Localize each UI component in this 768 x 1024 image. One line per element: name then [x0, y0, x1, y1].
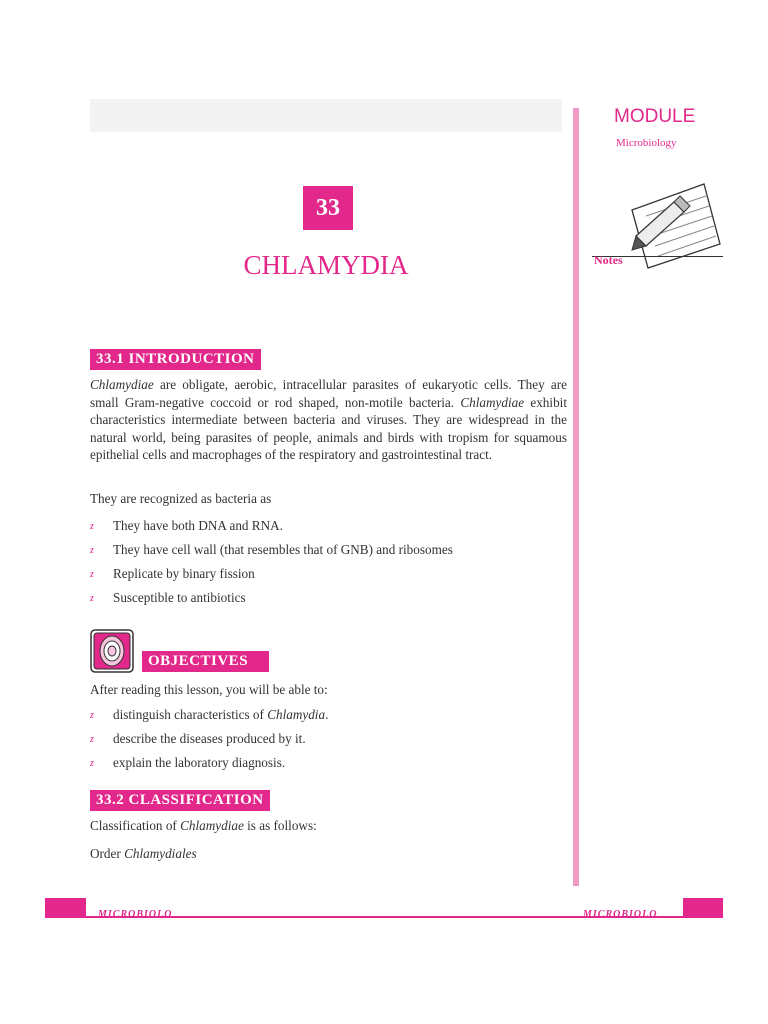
footer-block-left [45, 898, 86, 918]
list-item [90, 542, 453, 566]
classification-term: Chlamydiae [180, 818, 244, 833]
intro-text-4: They are widespread in the natural world, being parasites of people, animals and birds with tropism for squamous epithelial cells and macrophages of the respiratory and gastrointestinal tract. [90, 412, 567, 463]
intro-text-1: are obligate, aerobic, intracellular parasites of eukaryotic cells. [153, 377, 512, 392]
objectives-bullet-list [90, 707, 328, 779]
list-item-text: They have both DNA and RNA. [113, 518, 283, 533]
bullet-icon: z [90, 710, 94, 721]
intro-text-2: They are small Gram-negative coccoid or rod shaped, non-motile bacteria. [90, 377, 567, 410]
order-label: Order [90, 846, 125, 861]
classification-text [90, 818, 317, 834]
list-item-text: Replicate by binary fission [113, 566, 255, 581]
list-item-text: They have cell wall (that resembles that of GNB) and ribosomes [113, 542, 453, 557]
list-item-text: Susceptible to antibiotics [113, 590, 246, 605]
target-icon [90, 629, 134, 673]
bullet-icon: z [90, 545, 94, 556]
list-item-text: distinguish characteristics of [113, 707, 268, 722]
chapter-number: 33 [303, 186, 353, 230]
footer-text-right: MICROBIOLO [583, 910, 658, 916]
intro-term-2: Chlamydiae [460, 394, 525, 410]
intro-paragraph [90, 376, 567, 464]
list-item-punct: . [325, 707, 329, 722]
bullet-icon: z [90, 521, 94, 532]
list-item [90, 707, 328, 731]
header-band [90, 99, 562, 132]
list-item-text: explain the laboratory diagnosis. [113, 755, 286, 770]
list-item [90, 755, 328, 779]
list-item [90, 590, 453, 614]
list-item-text: describe the diseases produced by it. [113, 731, 306, 746]
bullet-icon: z [90, 569, 94, 580]
section-heading-introduction: 33.1 INTRODUCTION [90, 349, 261, 370]
section-heading-classification: 33.2 CLASSIFICATION [90, 790, 270, 811]
list-item [90, 566, 453, 590]
list-item [90, 731, 328, 755]
order-value: Chlamydiales [124, 846, 197, 861]
chapter-title: CHLAMYDIA [243, 250, 409, 280]
intro-bullet-list [90, 518, 453, 614]
bullet-icon: z [90, 758, 94, 769]
classification-text-pre: Classification of [90, 818, 181, 833]
bullet-icon: z [90, 734, 94, 745]
classification-text-post: is as follows: [243, 818, 317, 833]
footer-text-left: MICROBIOLO [98, 910, 173, 916]
list-item [90, 518, 453, 542]
bullet-icon: z [90, 593, 94, 604]
margin-divider [573, 108, 579, 886]
objectives-lead: After reading this lesson, you will be able to: [90, 682, 328, 697]
list-item-term: Chlamydia [267, 707, 326, 722]
module-subtitle: Microbiology [616, 137, 677, 149]
intro-text-3: exhibit characteristics intermediate between bacteria and viruses. [90, 394, 567, 428]
footer-rule [45, 916, 723, 918]
intro-lead: They are recognized as bacteria as [90, 491, 272, 506]
notes-label: Notes [594, 253, 623, 267]
footer-block-right [683, 898, 723, 918]
intro-term: Chlamydiae [90, 377, 154, 392]
section-heading-objectives: OBJECTIVES [142, 651, 269, 672]
classification-order [90, 846, 197, 862]
module-title: MODULE [614, 106, 696, 127]
